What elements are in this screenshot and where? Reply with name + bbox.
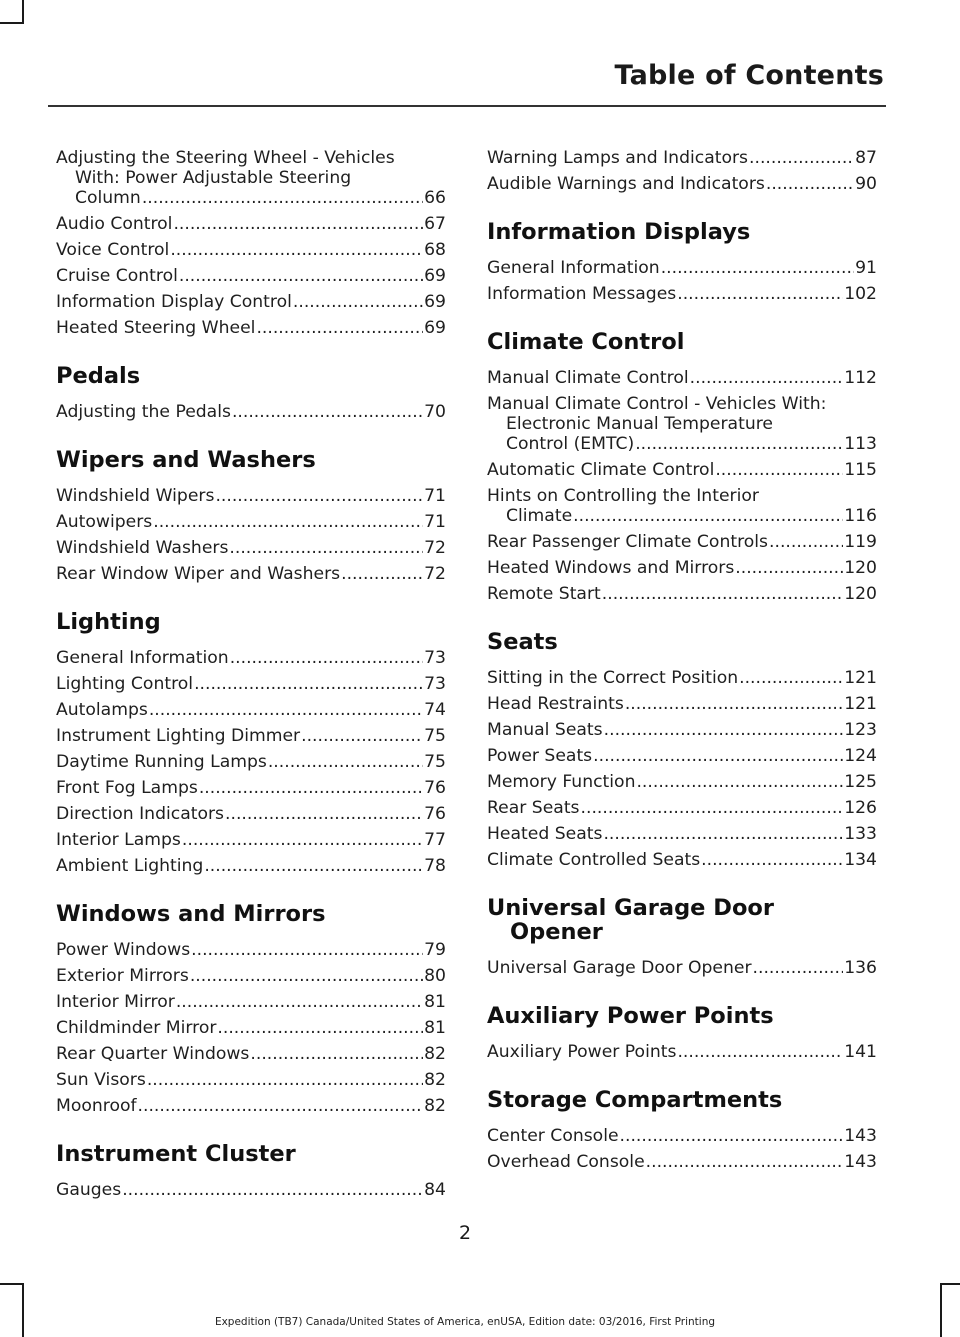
toc-entry-label: Power Windows (56, 940, 191, 960)
toc-entry-row (56, 1044, 446, 1064)
toc-entry-row (56, 700, 446, 720)
dot-leader (603, 824, 843, 844)
toc-entry-page: 82 (424, 1044, 446, 1064)
section-heading-text: Auxiliary Power Points (487, 1003, 774, 1029)
toc-entry-page: 120 (844, 584, 877, 604)
toc-entry-page: 72 (424, 538, 446, 558)
toc-entry-page: 120 (844, 558, 877, 578)
dot-leader (182, 830, 423, 850)
dot-leader (225, 804, 423, 824)
toc-entry-row (56, 402, 446, 422)
dot-leader (147, 1070, 423, 1090)
toc-entry-label: Front Fog Lamps (56, 778, 198, 798)
toc-entry-label: Remote Start (487, 584, 601, 604)
toc-entry[interactable] (56, 830, 446, 850)
toc-entry-line: With: Power Adjustable Steering (75, 168, 352, 188)
toc-entry-row (487, 1152, 877, 1172)
toc-entry-row (487, 1042, 877, 1062)
dot-leader (173, 214, 423, 234)
dot-leader (194, 674, 423, 694)
toc-entry-label: Interior Mirror (56, 992, 175, 1012)
crop-mark-bottom-right (940, 1283, 942, 1337)
toc-entry-row (56, 830, 446, 850)
toc-entry-row (56, 486, 446, 506)
toc-entry-page: 125 (844, 772, 877, 792)
toc-entry[interactable] (487, 746, 877, 766)
toc-entry[interactable] (56, 486, 446, 506)
toc-entry[interactable] (56, 512, 446, 532)
dot-leader (769, 532, 843, 552)
section-heading (487, 1088, 877, 1112)
toc-entry-label: Exterior Mirrors (56, 966, 189, 986)
toc-entry-page: 91 (855, 258, 877, 278)
toc-entry-row (56, 564, 446, 584)
toc-entry-row (487, 584, 877, 604)
toc-entry-row (487, 850, 877, 870)
toc-entry[interactable] (56, 318, 446, 338)
dot-leader (661, 258, 854, 278)
dot-leader (229, 538, 423, 558)
toc-entry-row (56, 674, 446, 694)
crop-mark-top-left (22, 0, 24, 24)
toc-entry-row (56, 512, 446, 532)
toc-entry-page: 82 (424, 1070, 446, 1090)
toc-entry-label: Instrument Lighting Dimmer (56, 726, 301, 746)
toc-entry[interactable] (56, 1096, 446, 1116)
toc-entry-row (487, 694, 877, 714)
toc-entry-line: Hints on Controlling the Interior (487, 486, 759, 506)
toc-entry-row (487, 720, 877, 740)
toc-entry-label: Climate (506, 506, 573, 526)
dot-leader (149, 700, 423, 720)
section-heading (487, 630, 877, 654)
toc-entry-page: 121 (844, 694, 877, 714)
toc-entry-label: Information Display Control (56, 292, 292, 312)
toc-entry-row (56, 752, 446, 772)
toc-entry[interactable] (56, 1070, 446, 1090)
toc-entry-page: 76 (424, 804, 446, 824)
toc-entry-row (487, 434, 877, 454)
section-heading-text: Universal Garage Door (487, 895, 774, 921)
toc-entry-label: Power Seats (487, 746, 593, 766)
toc-entry-page: 87 (855, 148, 877, 168)
toc-entry-label: Voice Control (56, 240, 170, 260)
toc-entry[interactable] (487, 1152, 877, 1172)
dot-leader (581, 798, 844, 818)
section-heading-text: Seats (487, 629, 558, 655)
toc-entry-label: Gauges (56, 1180, 122, 1200)
toc-entry[interactable] (487, 258, 877, 278)
page-title: Table of Contents (614, 60, 884, 91)
toc-entry-label: Rear Seats (487, 798, 580, 818)
dot-leader (232, 402, 423, 422)
toc-entry[interactable] (56, 752, 446, 772)
section-heading (487, 330, 877, 354)
toc-entry-label: Autowipers (56, 512, 153, 532)
toc-entry-label: Windshield Washers (56, 538, 229, 558)
toc-entry-row (56, 940, 446, 960)
toc-entry-label: Column (75, 188, 141, 208)
toc-entry-page: 113 (844, 434, 877, 454)
toc-entry-label: Rear Window Wiper and Washers (56, 564, 341, 584)
toc-entry-label: Sun Visors (56, 1070, 146, 1090)
toc-entry[interactable] (56, 402, 446, 422)
section-heading (56, 1142, 446, 1166)
toc-entry[interactable] (56, 1018, 446, 1038)
toc-entry-row (56, 804, 446, 824)
toc-entry-row (56, 1018, 446, 1038)
toc-entry-row (487, 460, 877, 480)
toc-entry-page: 82 (424, 1096, 446, 1116)
section-heading-text: Windows and Mirrors (56, 901, 326, 927)
section-heading (487, 220, 877, 244)
toc-entry-label: Information Messages (487, 284, 677, 304)
dot-leader (701, 850, 843, 870)
dot-leader (179, 266, 423, 286)
toc-entry-page: 72 (424, 564, 446, 584)
dot-leader (341, 564, 423, 584)
toc-entry[interactable] (487, 798, 877, 818)
toc-entry[interactable] (487, 824, 877, 844)
toc-entry-label: Audible Warnings and Indicators (487, 174, 765, 194)
section-heading-text: Instrument Cluster (56, 1141, 296, 1167)
toc-entry-row (56, 726, 446, 746)
toc-entry[interactable] (487, 1126, 877, 1146)
toc-entry-label: Lighting Control (56, 674, 194, 694)
section-heading-text: Information Displays (487, 219, 751, 245)
toc-entry[interactable] (487, 368, 877, 388)
toc-entry[interactable] (56, 240, 446, 260)
section-heading-text: Opener (510, 919, 603, 945)
toc-entry-label: Overhead Console (487, 1152, 645, 1172)
toc-entry-page: 78 (424, 856, 446, 876)
toc-entry[interactable] (56, 648, 446, 668)
dot-leader (301, 726, 423, 746)
toc-entry-label: Heated Steering Wheel (56, 318, 256, 338)
toc-entry-line: Electronic Manual Temperature (506, 414, 773, 434)
toc-entry-page: 69 (424, 318, 446, 338)
toc-left-column (56, 148, 446, 1206)
toc-entry-page: 115 (844, 460, 877, 480)
toc-entry[interactable] (56, 778, 446, 798)
dot-leader (620, 1126, 844, 1146)
dot-leader (256, 318, 423, 338)
dot-leader (677, 284, 843, 304)
toc-entry-page: 69 (424, 266, 446, 286)
dot-leader (646, 1152, 844, 1172)
toc-entry[interactable] (56, 804, 446, 824)
toc-entry[interactable] (56, 1180, 446, 1200)
toc-entry-label: Cruise Control (56, 266, 178, 286)
toc-entry-row (56, 856, 446, 876)
toc-entry-label: Direction Indicators (56, 804, 225, 824)
toc-entry-row (56, 538, 446, 558)
toc-entry-page: 71 (424, 512, 446, 532)
toc-entry-row (487, 532, 877, 552)
toc-entry[interactable] (487, 284, 877, 304)
toc-entry[interactable] (487, 486, 877, 526)
toc-entry-label: Automatic Climate Control (487, 460, 715, 480)
toc-entry-page: 70 (424, 402, 446, 422)
toc-entry[interactable] (56, 564, 446, 584)
dot-leader (604, 720, 844, 740)
section-heading (56, 364, 446, 388)
toc-entry-page: 73 (424, 674, 446, 694)
toc-entry-label: Center Console (487, 1126, 619, 1146)
toc-entry-row (56, 1096, 446, 1116)
dot-leader (176, 992, 423, 1012)
section-heading-text: Lighting (56, 609, 161, 635)
crop-mark-bottom-right-h (940, 1283, 960, 1285)
toc-entry-line: Adjusting the Steering Wheel - Vehicles (56, 148, 395, 168)
section-heading-text: Climate Control (487, 329, 685, 355)
toc-entry-label: Memory Function (487, 772, 636, 792)
toc-entry-row (487, 746, 877, 766)
toc-entry[interactable] (56, 966, 446, 986)
toc-entry-label: General Information (56, 648, 229, 668)
toc-entry[interactable] (56, 266, 446, 286)
toc-entry-row (487, 148, 877, 168)
toc-entry-label: Ambient Lighting (56, 856, 204, 876)
toc-entry-page: 112 (844, 368, 877, 388)
toc-entry[interactable] (487, 772, 877, 792)
toc-entry-page: 80 (424, 966, 446, 986)
toc-entry-label: Universal Garage Door Opener (487, 958, 752, 978)
toc-entry-row (56, 266, 446, 286)
toc-entry-page: 69 (424, 292, 446, 312)
dot-leader (625, 694, 843, 714)
toc-entry-label: Interior Lamps (56, 830, 181, 850)
toc-entry-row (56, 1070, 446, 1090)
toc-entry[interactable] (487, 174, 877, 194)
toc-entry[interactable] (487, 720, 877, 740)
toc-entry-label: Childminder Mirror (56, 1018, 217, 1038)
section-heading (56, 902, 446, 926)
toc-entry-row (56, 1180, 446, 1200)
toc-entry-row (56, 318, 446, 338)
toc-entry-row (487, 368, 877, 388)
toc-entry-label: Head Restraints (487, 694, 624, 714)
section-heading (56, 448, 446, 472)
dot-leader (268, 752, 423, 772)
section-heading-text: Storage Compartments (487, 1087, 783, 1113)
toc-entry[interactable] (56, 148, 446, 208)
toc-entry[interactable] (56, 538, 446, 558)
toc-entry[interactable] (487, 460, 877, 480)
toc-entry-row (487, 668, 877, 688)
toc-entry-label: Adjusting the Pedals (56, 402, 231, 422)
toc-entry[interactable] (487, 958, 877, 978)
crop-mark-bottom-left-h (0, 1283, 24, 1285)
toc-entry-label: Heated Windows and Mirrors (487, 558, 735, 578)
toc-entry[interactable] (487, 532, 877, 552)
toc-entry-page: 116 (844, 506, 877, 526)
toc-entry[interactable] (56, 700, 446, 720)
toc-entry[interactable] (56, 1044, 446, 1064)
toc-entry-row (487, 284, 877, 304)
toc-entry-page: 79 (424, 940, 446, 960)
toc-entry-page: 75 (424, 726, 446, 746)
toc-entry-page: 121 (844, 668, 877, 688)
toc-entry-row (56, 292, 446, 312)
toc-entry-row (56, 214, 446, 234)
toc-entry-label: Audio Control (56, 214, 173, 234)
toc-entry-row (487, 958, 877, 978)
dot-leader (677, 1042, 843, 1062)
dot-leader (753, 958, 844, 978)
toc-entry-label: Windshield Wipers (56, 486, 215, 506)
toc-entry[interactable] (487, 850, 877, 870)
toc-entry-row (56, 188, 446, 208)
section-heading-text: Pedals (56, 363, 141, 389)
dot-leader (170, 240, 423, 260)
section-heading (487, 896, 877, 944)
toc-entry-page: 136 (844, 958, 877, 978)
dot-leader (593, 746, 843, 766)
crop-mark-bottom-left (22, 1283, 24, 1337)
toc-entry-row (487, 558, 877, 578)
toc-entry-label: Sitting in the Correct Position (487, 668, 739, 688)
toc-entry[interactable] (487, 1042, 877, 1062)
toc-entry-page: 81 (424, 992, 446, 1012)
toc-entry-row (487, 258, 877, 278)
dot-leader (190, 966, 423, 986)
toc-entry-page: 126 (844, 798, 877, 818)
toc-entry-page: 81 (424, 1018, 446, 1038)
toc-entry-page: 119 (844, 532, 877, 552)
crop-mark-top-left-h (0, 22, 24, 24)
toc-entry-page: 77 (424, 830, 446, 850)
toc-entry[interactable] (56, 940, 446, 960)
toc-entry-page: 133 (844, 824, 877, 844)
toc-entry-page: 76 (424, 778, 446, 798)
section-heading (487, 1004, 877, 1028)
toc-entry[interactable] (487, 668, 877, 688)
toc-entry-page: 66 (424, 188, 446, 208)
dot-leader (735, 558, 843, 578)
toc-entry-page: 74 (424, 700, 446, 720)
toc-entry-label: Manual Climate Control (487, 368, 689, 388)
section-heading (56, 610, 446, 634)
toc-entry-row (487, 798, 877, 818)
toc-entry[interactable] (56, 856, 446, 876)
dot-leader (199, 778, 423, 798)
dot-leader (635, 434, 843, 454)
dot-leader (191, 940, 423, 960)
dot-leader (715, 460, 843, 480)
toc-entry-page: 90 (855, 174, 877, 194)
section-heading-text: Wipers and Washers (56, 447, 316, 473)
dot-leader (293, 292, 423, 312)
dot-leader (215, 486, 423, 506)
toc-entry-page: 134 (844, 850, 877, 870)
toc-entry-label: Auxiliary Power Points (487, 1042, 677, 1062)
toc-entry-label: Moonroof (56, 1096, 137, 1116)
toc-entry-page: 102 (844, 284, 877, 304)
toc-entry-page: 75 (424, 752, 446, 772)
toc-entry-line: Manual Climate Control - Vehicles With: (487, 394, 827, 414)
toc-entry-page: 67 (424, 214, 446, 234)
toc-entry-page: 71 (424, 486, 446, 506)
toc-entry-page: 123 (844, 720, 877, 740)
toc-entry-label: Rear Quarter Windows (56, 1044, 250, 1064)
dot-leader (217, 1018, 423, 1038)
toc-entry-row (487, 1126, 877, 1146)
dot-leader (142, 188, 423, 208)
toc-entry-label: Warning Lamps and Indicators (487, 148, 749, 168)
dot-leader (739, 668, 843, 688)
footer-text: Expedition (TB7) Canada/United States of America, enUSA, Edition date: 03/2016, First Printing (214, 1316, 716, 1328)
toc-entry-label: Rear Passenger Climate Controls (487, 532, 769, 552)
dot-leader (204, 856, 423, 876)
toc-entry-page: 68 (424, 240, 446, 260)
toc-entry-row (56, 966, 446, 986)
toc-entry[interactable] (487, 694, 877, 714)
toc-entry-label: Heated Seats (487, 824, 603, 844)
toc-entry[interactable] (56, 992, 446, 1012)
toc-entry-page: 143 (844, 1126, 877, 1146)
toc-entry-page: 141 (844, 1042, 877, 1062)
toc-entry-label: Control (EMTC) (506, 434, 635, 454)
toc-entry[interactable] (56, 726, 446, 746)
toc-entry-row (487, 506, 877, 526)
toc-entry-row (487, 824, 877, 844)
toc-entry-label: Autolamps (56, 700, 148, 720)
dot-leader (636, 772, 843, 792)
toc-entry-label: Manual Seats (487, 720, 603, 740)
dot-leader (250, 1044, 423, 1064)
dot-leader (573, 506, 843, 526)
toc-entry-page: 143 (844, 1152, 877, 1172)
dot-leader (138, 1096, 424, 1116)
toc-entry-page: 84 (424, 1180, 446, 1200)
toc-entry[interactable] (56, 214, 446, 234)
toc-right-column (487, 148, 877, 1178)
toc-entry-page: 124 (844, 746, 877, 766)
toc-entry[interactable] (56, 674, 446, 694)
dot-leader (766, 174, 854, 194)
toc-entry[interactable] (487, 558, 877, 578)
toc-entry-row (56, 648, 446, 668)
toc-entry-label: Daytime Running Lamps (56, 752, 267, 772)
dot-leader (602, 584, 843, 604)
toc-entry-row (56, 992, 446, 1012)
page-number: 2 (458, 1222, 472, 1244)
toc-entry-row (56, 240, 446, 260)
header-rule (48, 105, 886, 107)
toc-entry-row (56, 778, 446, 798)
toc-entry[interactable] (56, 292, 446, 312)
toc-entry-label: Climate Controlled Seats (487, 850, 701, 870)
toc-entry-row (487, 772, 877, 792)
dot-leader (122, 1180, 423, 1200)
toc-entry-row (487, 174, 877, 194)
toc-entry-page: 73 (424, 648, 446, 668)
toc-entry-label: General Information (487, 258, 660, 278)
dot-leader (153, 512, 423, 532)
toc-entry[interactable] (487, 394, 877, 454)
toc-entry[interactable] (487, 584, 877, 604)
dot-leader (749, 148, 854, 168)
dot-leader (230, 648, 423, 668)
toc-entry[interactable] (487, 148, 877, 168)
dot-leader (690, 368, 844, 388)
